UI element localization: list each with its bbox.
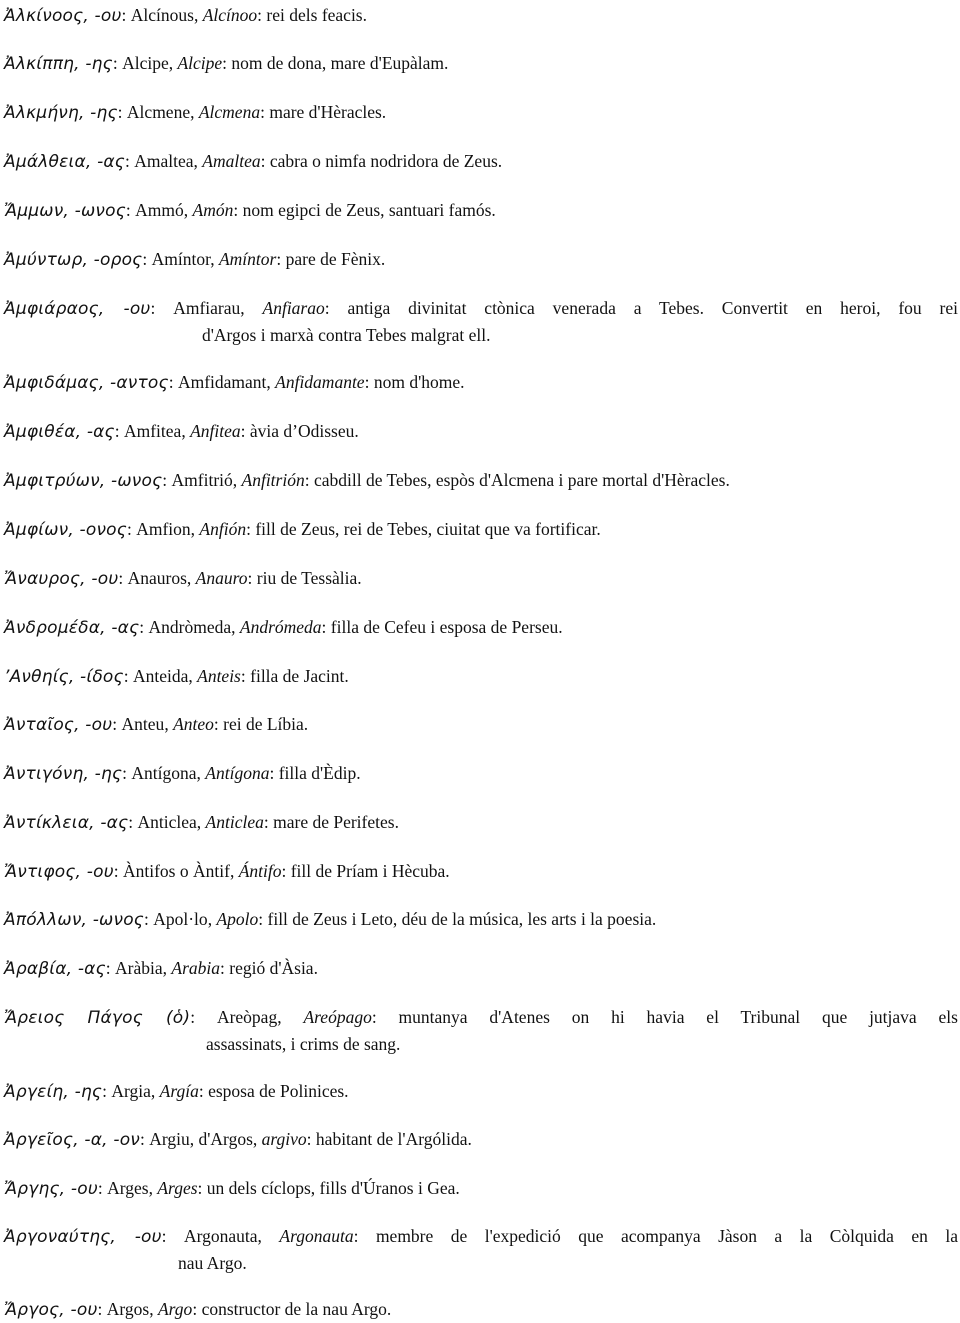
glossary-entry: Ἀμφιάραος, -ου: Amfiarau, Anfiarao: antiga divinitat ctònica venerada a Tebes. Convertit en heroi, fou rei d'Argos i marxà contra Tebes malgrat ell. — [4, 295, 958, 348]
glossary-entry: ’Ανθηίς, -ίδος: Anteida, Anteis: filla de Jacint. — [4, 666, 349, 687]
glossary-entry: Ἀνδρομέδα, -ας: Andròmeda, Andrómeda: filla de Cefeu i esposa de Perseu. — [4, 617, 563, 638]
definition: cabdill de Tebes, espòs d'Alcmena i pare mortal d'Hèracles. — [313, 470, 730, 490]
catalan-name: Alcmene — [126, 102, 191, 122]
catalan-name: Amfitrió — [171, 470, 233, 490]
greek-headword: Ἀμφιδάμας, -αντος — [4, 373, 169, 393]
catalan-name: Anteu — [121, 714, 165, 734]
definition: rei de Líbia. — [223, 714, 309, 734]
greek-headword: Ἀμφιάραος, -ου — [4, 299, 151, 319]
definition-continuation: d'Argos i marxà contra Tebes malgrat ell. — [202, 325, 491, 345]
greek-headword: Ἄρειος Πάγος (ὁ) — [4, 1008, 191, 1028]
catalan-name: Argonauta — [184, 1226, 258, 1246]
catalan-name: Alcínous — [130, 5, 194, 25]
definition-continuation: assassinats, i crims de sang. — [206, 1034, 401, 1054]
definition: rei dels feacis. — [266, 5, 367, 25]
catalan-name: Anteida — [132, 666, 189, 686]
definition: fill de Zeus, rei de Tebes, ciuitat que va fortificar. — [255, 519, 601, 539]
greek-headword: Ἀμύντωρ, -ορος — [4, 250, 143, 270]
catalan-name: Apol·lo — [153, 909, 208, 929]
greek-headword: ’Ανθηίς, -ίδος — [4, 667, 124, 687]
definition: filla d'Èdip. — [278, 763, 361, 783]
spanish-name: Anteis — [197, 666, 241, 686]
glossary-entry: Ἀμφιδάμας, -αντος: Amfidamant, Anfidamante: nom d'home. — [4, 372, 465, 393]
greek-headword: Ἀλκίνοος, -ου — [4, 6, 122, 26]
spanish-name: Argo — [157, 1299, 193, 1319]
spanish-name: Amaltea — [202, 151, 261, 171]
glossary-entry: Ἀντιγόνη, -ης: Antígona, Antígona: filla d'Èdip. — [4, 763, 361, 784]
definition: antiga divinitat ctònica venerada a Tebes. Convertit en heroi, fou rei — [347, 298, 958, 318]
spanish-name: Argonauta — [279, 1226, 354, 1246]
spanish-name: Andrómeda — [239, 617, 322, 637]
spanish-name: Alcipe — [177, 53, 223, 73]
definition: regió d'Àsia. — [229, 958, 318, 978]
greek-headword: Ἀνδρομέδα, -ας — [4, 618, 140, 638]
definition: membre de l'expedició que acompanya Jàson a la Còlquida en la — [375, 1226, 958, 1246]
glossary-entry: Ἀλκίνοος, -ου: Alcínous, Alcínoo: rei dels feacis. — [4, 5, 367, 26]
glossary-entry: Ἄργος, -ου: Argos, Argo: constructor de la nau Argo. — [4, 1299, 392, 1320]
greek-headword: Ἄναυρος, -ου — [4, 569, 119, 589]
glossary-entry: Ἀργείη, -ης: Argia, Argía: esposa de Polinices. — [4, 1081, 349, 1102]
spanish-name: Alcmena — [198, 102, 261, 122]
definition: nom egipci de Zeus, santuari famós. — [242, 200, 496, 220]
glossary-entry: Ἀμάλθεια, -ας: Amaltea, Amaltea: cabra o nimfa nodridora de Zeus. — [4, 151, 503, 172]
greek-headword: Ἀργείη, -ης — [4, 1082, 103, 1102]
glossary-entry: Ἀμφιτρύων, -ωνος: Amfitrió, Anfitrión: cabdill de Tebes, espòs d'Alcmena i pare mortal d'Hèracles. — [4, 470, 730, 491]
spanish-name: Anauro — [195, 568, 248, 588]
glossary-entry: Ἄμμων, -ωνος: Ammó, Amón: nom egipci de Zeus, santuari famós. — [4, 200, 496, 221]
spanish-name: Amíntor — [218, 249, 277, 269]
glossary-entry: Ἀργοναύτης, -ου: Argonauta, Argonauta: membre de l'expedició que acompanya Jàson a la Còlquida en la nau Argo. — [4, 1223, 958, 1276]
catalan-name: Argiu, d'Argos — [149, 1129, 253, 1149]
greek-headword: Ἄργης, -ου — [4, 1179, 98, 1199]
spanish-name: Argía — [159, 1081, 199, 1101]
catalan-name: Ammó — [135, 200, 184, 220]
glossary-entry: Ἀργεῖος, -α, -ον: Argiu, d'Argos, argivo: habitant de l'Argólida. — [4, 1129, 472, 1150]
spanish-name: Anfiarao — [262, 298, 325, 318]
definition: habitant de l'Argólida. — [315, 1129, 472, 1149]
catalan-name: Amíntor — [151, 249, 211, 269]
definition: àvia d’Odisseu. — [249, 421, 359, 441]
catalan-name: Argia — [111, 1081, 151, 1101]
spanish-name: Alcínoo — [202, 5, 258, 25]
spanish-name: argivo — [261, 1129, 307, 1149]
definition: cabra o nimfa nodridora de Zeus. — [269, 151, 503, 171]
glossary-entry: Ἄναυρος, -ου: Anauros, Anauro: riu de Tessàlia. — [4, 568, 362, 589]
glossary-entry: Ἀνταῖος, -ου: Anteu, Anteo: rei de Líbia. — [4, 714, 309, 735]
definition: filla de Cefeu i esposa de Perseu. — [330, 617, 563, 637]
catalan-name: Amfidamant — [177, 372, 267, 392]
catalan-name: Amfion — [136, 519, 191, 539]
spanish-name: Anteo — [173, 714, 214, 734]
greek-headword: Ἀπόλλων, -ωνος — [4, 910, 144, 930]
definition: mare d'Hèracles. — [269, 102, 387, 122]
catalan-name: Arges — [107, 1178, 149, 1198]
greek-headword: Ἀνταῖος, -ου — [4, 715, 113, 735]
greek-headword: Ἀλκμήνη, -ης — [4, 103, 118, 123]
spanish-name: Anfión — [199, 519, 247, 539]
spanish-name: Ántifo — [238, 861, 282, 881]
spanish-name: Anfitrión — [241, 470, 305, 490]
glossary-entry: Ἀπόλλων, -ωνος: Apol·lo, Apolo: fill de Zeus i Leto, déu de la música, les arts i la poesia. — [4, 909, 657, 930]
catalan-name: Aràbia — [115, 958, 163, 978]
catalan-name: Argos — [106, 1299, 150, 1319]
glossary-entry: Ἄργης, -ου: Arges, Arges: un dels cíclops, fills d'Úranos i Gea. — [4, 1178, 460, 1199]
catalan-name: Anticlea — [137, 812, 197, 832]
definition: filla de Jacint. — [250, 666, 349, 686]
definition: mare de Perifetes. — [273, 812, 399, 832]
glossary-entry: Ἄρειος Πάγος (ὁ): Areòpag, Areópago: muntanya d'Atenes on hi havia el Tribunal que jutjava els assassinats, i crims de sang. — [4, 1004, 958, 1057]
catalan-name: Amfiarau — [173, 298, 241, 318]
catalan-name: Anauros — [127, 568, 187, 588]
spanish-name: Anfidamante — [275, 372, 365, 392]
spanish-name: Amón — [192, 200, 234, 220]
greek-headword: Ἄργος, -ου — [4, 1300, 98, 1320]
definition: nom de dona, mare d'Eupàlam. — [231, 53, 449, 73]
catalan-name: Antígona — [131, 763, 197, 783]
spanish-name: Arges — [157, 1178, 198, 1198]
greek-headword: Ἀργεῖος, -α, -ον — [4, 1130, 140, 1150]
definition-continuation: nau Argo. — [178, 1253, 247, 1273]
definition: nom d'home. — [373, 372, 465, 392]
glossary-entry: Ἀμφιθέα, -ας: Amfitea, Anfitea: àvia d’Odisseu. — [4, 421, 359, 442]
catalan-name: Andròmeda — [148, 617, 232, 637]
greek-headword: Ἀργοναύτης, -ου — [4, 1227, 162, 1247]
catalan-name: Amfitea — [123, 421, 182, 441]
greek-headword: Ἀραβία, -ας — [4, 959, 106, 979]
greek-headword: Ἀμφιτρύων, -ωνος — [4, 471, 163, 491]
catalan-name: Areòpag — [216, 1007, 278, 1027]
greek-headword: Ἀμφιθέα, -ας — [4, 422, 115, 442]
greek-headword: Ἀντίκλεια, -ας — [4, 813, 129, 833]
greek-headword: Ἀμφίων, -ονος — [4, 520, 127, 540]
greek-headword: Ἄντιφος, -ου — [4, 862, 114, 882]
spanish-name: Antígona — [205, 763, 270, 783]
definition: fill de Príam i Hècuba. — [290, 861, 450, 881]
glossary-entry: Ἄντιφος, -ου: Àntifos o Àntif, Ántifo: fill de Príam i Hècuba. — [4, 861, 450, 882]
spanish-name: Anticlea — [205, 812, 264, 832]
greek-headword: Ἀλκίππη, -ης — [4, 54, 113, 74]
definition: constructor de la nau Argo. — [201, 1299, 392, 1319]
definition: riu de Tessàlia. — [256, 568, 362, 588]
catalan-name: Àntifos o Àntif — [122, 861, 230, 881]
definition: esposa de Polinices. — [208, 1081, 349, 1101]
glossary-entry: Ἀλκίππη, -ης: Alcipe, Alcipe: nom de dona, mare d'Eupàlam. — [4, 53, 449, 74]
catalan-name: Amaltea — [134, 151, 194, 171]
glossary-entry: Ἀντίκλεια, -ας: Anticlea, Anticlea: mare de Perifetes. — [4, 812, 399, 833]
spanish-name: Arabia — [171, 958, 221, 978]
greek-headword: Ἀμάλθεια, -ας — [4, 152, 125, 172]
definition: un dels cíclops, fills d'Úranos i Gea. — [206, 1178, 460, 1198]
glossary-entry: Ἀμύντωρ, -ορος: Amíntor, Amíntor: pare de Fènix. — [4, 249, 386, 270]
glossary-entry: Ἀραβία, -ας: Aràbia, Arabia: regió d'Àsia. — [4, 958, 318, 979]
spanish-name: Apolo — [216, 909, 259, 929]
definition: fill de Zeus i Leto, déu de la música, les arts i la poesia. — [267, 909, 657, 929]
greek-headword: Ἀντιγόνη, -ης — [4, 764, 123, 784]
definition: pare de Fènix. — [285, 249, 386, 269]
glossary-entry: Ἀλκμήνη, -ης: Alcmene, Alcmena: mare d'Hèracles. — [4, 102, 387, 123]
catalan-name: Alcipe — [122, 53, 169, 73]
greek-headword: Ἄμμων, -ωνος — [4, 201, 126, 221]
glossary-entry: Ἀμφίων, -ονος: Amfion, Anfión: fill de Zeus, rei de Tebes, ciuitat que va fortificar. — [4, 519, 601, 540]
spanish-name: Areópago — [303, 1007, 372, 1027]
definition: muntanya d'Atenes on hi havia el Tribunal que jutjava els — [398, 1007, 958, 1027]
spanish-name: Anfitea — [190, 421, 241, 441]
